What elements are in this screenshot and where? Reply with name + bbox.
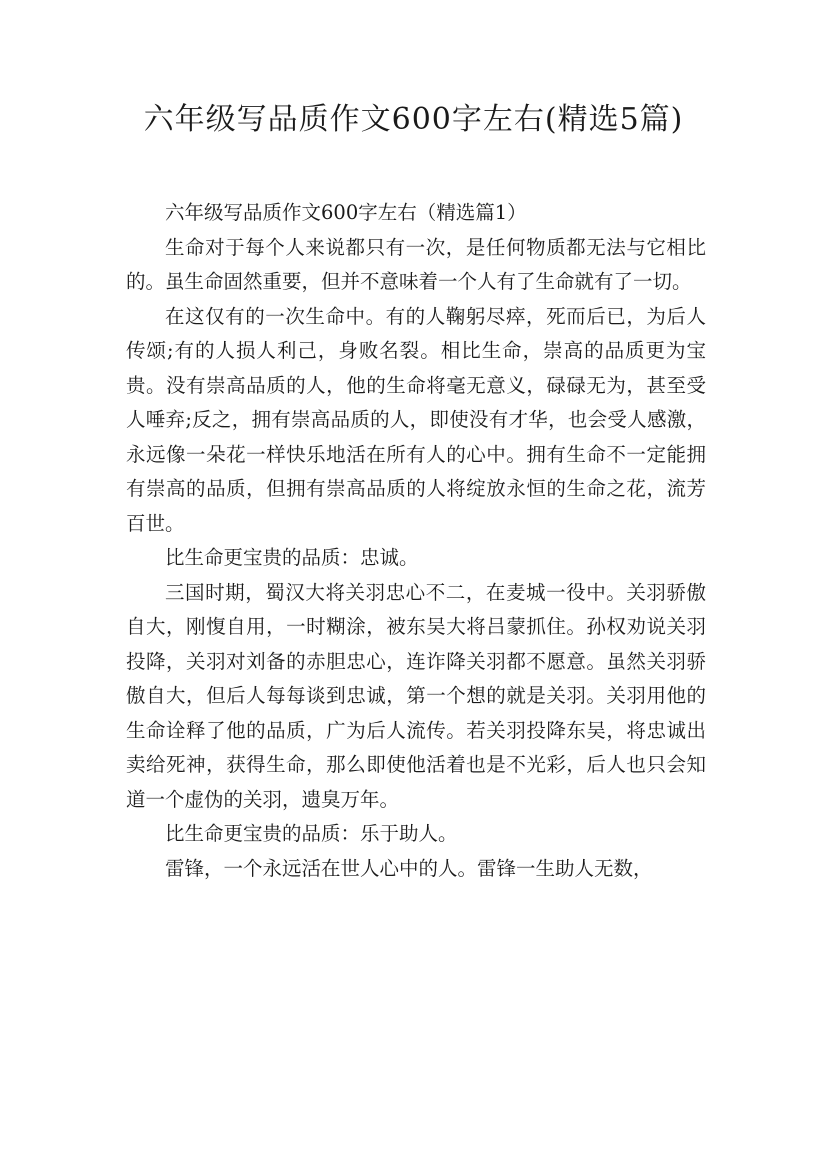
section-heading: 六年级写品质作文600字左右（精选篇1） — [165, 201, 527, 224]
paragraph: 比生命更宝贵的品质：忠诚。 — [165, 546, 419, 569]
paragraph: 在这仅有的一次生命中。有的人鞠躬尽瘁，死而后已，为后人传颂;有的人损人利己，身败名裂。相比生命，崇高的品质更为宝贵。没有崇高品质的人，他的生命将毫无意义，碌碌无为，甚至受人唾弃;反之，拥有崇高品质的人，即使没有才华，也会受人感激，永远像一朵花一样快乐地活在所有人的心中。拥有生命不一定能拥有崇高的品质，但拥有崇高品质的人将绽放永恒的生命之花，流芳百世。 — [126, 304, 706, 535]
document-body — [126, 196, 706, 886]
paragraph: 雷锋，一个永远活在世人心中的人。雷锋一生助人无数， — [165, 856, 653, 880]
paragraph: 三国时期，蜀汉大将关羽忠心不二，在麦城一役中。关羽骄傲自大，刚愎自用，一时糊涂，被东吴大将吕蒙抓住。孙权劝说关羽投降，关羽对刘备的赤胆忠心，连诈降关羽都不愿意。虽然关羽骄傲自大，但后人每每谈到忠诚，第一个想的就是关羽。关羽用他的生命诠释了他的品质，广为后人流传。若关羽投降东吴，将忠诚出卖给死神，获得生命，那么即使他活着也是不光彩，后人也只会知道一个虚伪的关羽，遗臭万年。 — [126, 580, 706, 811]
paragraph: 比生命更宝贵的品质：乐于助人。 — [165, 822, 458, 845]
document-title: 六年级写品质作文600字左右(精选5篇) — [143, 102, 684, 137]
paragraph: 生命对于每个人来说都只有一次，是任何物质都无法与它相比的。虽生命固然重要，但并不意味着一个人有了生命就有了一切。 — [126, 235, 706, 293]
